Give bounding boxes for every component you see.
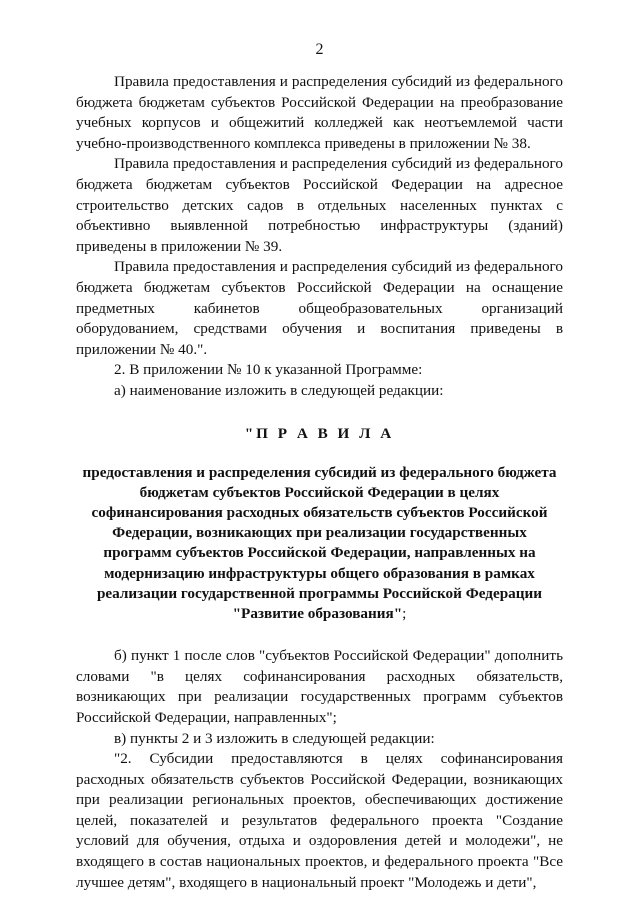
paragraph-point-2: "2. Субсидии предоставляются в целях софинансирования расходных обязательств субъектов Российской Федерации, возникающих при реализации региональных проектов, обеспечивающих достижение целей, показателей и результатов федерального проекта "Создание условий для обучения, отдыха и оздоровления детей и молодежи", не входящего в состав национальных проектов, и федерального проекта "Все лучшее детям", входящего в национальный проект "Молодежь и дети", xyxy=(76,750,563,891)
page-number: 2 xyxy=(315,41,324,58)
rules-heading-suffix: ; xyxy=(402,604,407,622)
paragraph-rules-appendix-40: Правила предоставления и распределения субсидий из федерального бюджета бюджетам субъектов Российской Федерации на оснащение предметных кабинетов общеобразовательных организаций оборудованием, средствами обучения и воспитания приведены в приложении № 40.". xyxy=(76,258,563,358)
rules-heading-body xyxy=(76,463,563,625)
paragraph-rules-appendix-39: Правила предоставления и распределения субсидий из федерального бюджета бюджетам субъектов Российской Федерации на адресное строительство детских садов в отдельных населенных пунктах с объективно выявленной потребностью инфраструктуры (зданий) приведены в приложении № 39. xyxy=(76,155,563,255)
rules-heading-text: предоставления и распределения субсидий из федерального бюджета бюджетам субъектов Российской Федерации в целях софинансирования расходных обязательств субъектов Российской Федерации, возникающих при реализации государственных программ субъектов Российской Федерации, направленных на модернизацию инфраструктуры общего образования в рамках реализации государственной программы Российской Федерации "Развитие образования" xyxy=(82,463,557,622)
paragraph-item-2: 2. В приложении № 10 к указанной Программе: xyxy=(114,361,423,379)
rules-heading-title: "П Р А В И Л А xyxy=(244,424,395,442)
paragraph-subitem-a: а) наименование изложить в следующей редакции: xyxy=(114,381,444,399)
paragraph-rules-appendix-38: Правила предоставления и распределения субсидий из федерального бюджета бюджетам субъектов Российской Федерации на преобразование учебных корпусов и общежитий колледжей как неотъемлемой части учебно-производственного комплекса приведены в приложении № 38. xyxy=(76,73,563,152)
paragraph-subitem-v: в) пункты 2 и 3 изложить в следующей редакции: xyxy=(114,729,435,747)
document-page xyxy=(76,40,563,893)
paragraph-subitem-b: б) пункт 1 после слов "субъектов Российской Федерации" дополнить словами "в целях софинансирования расходных обязательств, возникающих при реализации государственных программ субъектов Российской Федерации, направленных"; xyxy=(76,647,563,726)
